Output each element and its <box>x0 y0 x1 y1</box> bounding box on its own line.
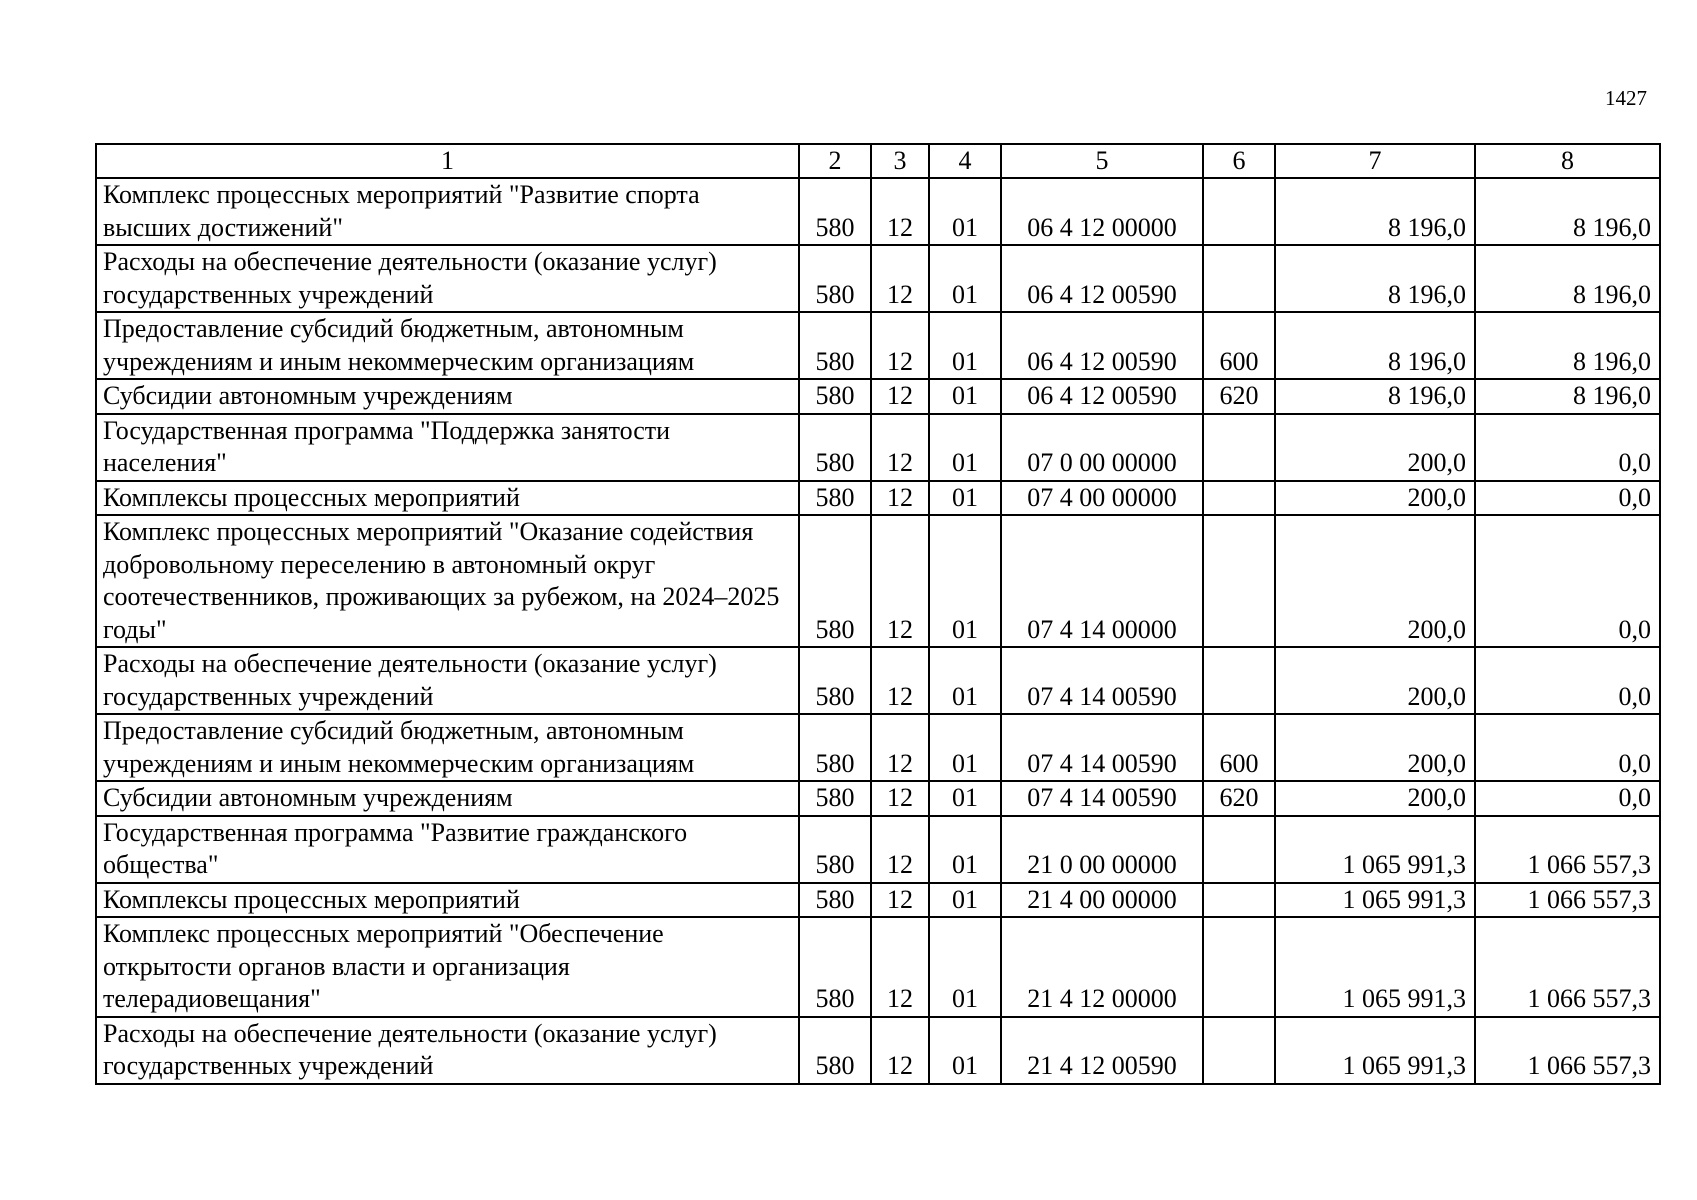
cell-amount-year-2: 0,0 <box>1475 647 1660 714</box>
cell-expense-type <box>1203 647 1275 714</box>
cell-section: 12 <box>871 245 929 312</box>
table-body <box>96 178 1660 1084</box>
cell-target-article: 06 4 12 00000 <box>1001 178 1203 245</box>
cell-name: Государственная программа "Поддержка занятости населения" <box>96 414 799 481</box>
cell-ministry-code: 580 <box>799 414 871 481</box>
table-row <box>96 481 1660 516</box>
cell-expense-type <box>1203 883 1275 918</box>
cell-name: Предоставление субсидий бюджетным, автономным учреждениям и иным некоммерческим организациям <box>96 714 799 781</box>
cell-section: 12 <box>871 816 929 883</box>
cell-expense-type <box>1203 414 1275 481</box>
cell-expense-type <box>1203 1017 1275 1084</box>
cell-section: 12 <box>871 481 929 516</box>
cell-target-article: 07 0 00 00000 <box>1001 414 1203 481</box>
cell-amount-year-1: 8 196,0 <box>1275 312 1475 379</box>
cell-amount-year-1: 1 065 991,3 <box>1275 1017 1475 1084</box>
table-row <box>96 647 1660 714</box>
cell-subsection: 01 <box>929 647 1001 714</box>
cell-amount-year-1: 8 196,0 <box>1275 245 1475 312</box>
cell-name: Субсидии автономным учреждениям <box>96 781 799 816</box>
cell-target-article: 21 4 00 00000 <box>1001 883 1203 918</box>
table-row <box>96 414 1660 481</box>
cell-target-article: 07 4 14 00590 <box>1001 647 1203 714</box>
column-header: 3 <box>871 144 929 178</box>
cell-subsection: 01 <box>929 379 1001 414</box>
cell-expense-type <box>1203 917 1275 1017</box>
column-header: 8 <box>1475 144 1660 178</box>
cell-name: Государственная программа "Развитие гражданского общества" <box>96 816 799 883</box>
cell-ministry-code: 580 <box>799 245 871 312</box>
cell-ministry-code: 580 <box>799 178 871 245</box>
cell-amount-year-1: 1 065 991,3 <box>1275 883 1475 918</box>
cell-target-article: 06 4 12 00590 <box>1001 379 1203 414</box>
header-row <box>96 144 1660 178</box>
cell-name: Расходы на обеспечение деятельности (оказание услуг) государственных учреждений <box>96 647 799 714</box>
cell-target-article: 21 4 12 00590 <box>1001 1017 1203 1084</box>
cell-amount-year-2: 0,0 <box>1475 714 1660 781</box>
column-header: 5 <box>1001 144 1203 178</box>
cell-amount-year-2: 1 066 557,3 <box>1475 917 1660 1017</box>
cell-subsection: 01 <box>929 245 1001 312</box>
cell-ministry-code: 580 <box>799 312 871 379</box>
cell-subsection: 01 <box>929 481 1001 516</box>
column-header: 4 <box>929 144 1001 178</box>
cell-amount-year-1: 200,0 <box>1275 481 1475 516</box>
cell-subsection: 01 <box>929 515 1001 647</box>
cell-section: 12 <box>871 647 929 714</box>
cell-subsection: 01 <box>929 414 1001 481</box>
table-row <box>96 714 1660 781</box>
cell-amount-year-2: 8 196,0 <box>1475 178 1660 245</box>
cell-section: 12 <box>871 781 929 816</box>
cell-subsection: 01 <box>929 312 1001 379</box>
budget-table <box>95 143 1661 1085</box>
cell-name: Расходы на обеспечение деятельности (оказание услуг) государственных учреждений <box>96 245 799 312</box>
cell-section: 12 <box>871 178 929 245</box>
cell-amount-year-1: 8 196,0 <box>1275 379 1475 414</box>
cell-subsection: 01 <box>929 178 1001 245</box>
cell-amount-year-2: 8 196,0 <box>1475 245 1660 312</box>
cell-amount-year-1: 1 065 991,3 <box>1275 917 1475 1017</box>
cell-amount-year-1: 200,0 <box>1275 414 1475 481</box>
cell-target-article: 07 4 00 00000 <box>1001 481 1203 516</box>
cell-subsection: 01 <box>929 917 1001 1017</box>
cell-section: 12 <box>871 883 929 918</box>
cell-name: Комплексы процессных мероприятий <box>96 883 799 918</box>
cell-ministry-code: 580 <box>799 1017 871 1084</box>
cell-expense-type <box>1203 481 1275 516</box>
cell-amount-year-2: 1 066 557,3 <box>1475 816 1660 883</box>
column-header: 6 <box>1203 144 1275 178</box>
table-row <box>96 379 1660 414</box>
table-row <box>96 917 1660 1017</box>
cell-name: Субсидии автономным учреждениям <box>96 379 799 414</box>
cell-amount-year-1: 1 065 991,3 <box>1275 816 1475 883</box>
cell-amount-year-1: 200,0 <box>1275 714 1475 781</box>
column-header: 1 <box>96 144 799 178</box>
cell-target-article: 06 4 12 00590 <box>1001 312 1203 379</box>
cell-section: 12 <box>871 917 929 1017</box>
table-row <box>96 816 1660 883</box>
cell-amount-year-2: 1 066 557,3 <box>1475 1017 1660 1084</box>
cell-amount-year-2: 0,0 <box>1475 781 1660 816</box>
cell-ministry-code: 580 <box>799 816 871 883</box>
cell-section: 12 <box>871 379 929 414</box>
cell-name: Комплекс процессных мероприятий "Оказание содействия добровольному переселению в автономный округ соотечественников, проживающих за рубежом, на 2024–2025 годы" <box>96 515 799 647</box>
cell-name: Комплекс процессных мероприятий "Обеспечение открытости органов власти и организация телерадиовещания" <box>96 917 799 1017</box>
cell-amount-year-2: 0,0 <box>1475 515 1660 647</box>
table-row <box>96 1017 1660 1084</box>
cell-subsection: 01 <box>929 1017 1001 1084</box>
cell-section: 12 <box>871 515 929 647</box>
cell-target-article: 21 0 00 00000 <box>1001 816 1203 883</box>
cell-name: Комплекс процессных мероприятий "Развитие спорта высших достижений" <box>96 178 799 245</box>
table-row <box>96 515 1660 647</box>
cell-ministry-code: 580 <box>799 883 871 918</box>
table-row <box>96 245 1660 312</box>
cell-ministry-code: 580 <box>799 917 871 1017</box>
cell-name: Расходы на обеспечение деятельности (оказание услуг) государственных учреждений <box>96 1017 799 1084</box>
cell-subsection: 01 <box>929 883 1001 918</box>
cell-amount-year-1: 200,0 <box>1275 647 1475 714</box>
cell-expense-type: 620 <box>1203 379 1275 414</box>
cell-amount-year-2: 1 066 557,3 <box>1475 883 1660 918</box>
cell-subsection: 01 <box>929 781 1001 816</box>
cell-expense-type <box>1203 515 1275 647</box>
table-row <box>96 883 1660 918</box>
cell-amount-year-2: 8 196,0 <box>1475 379 1660 414</box>
cell-subsection: 01 <box>929 816 1001 883</box>
cell-section: 12 <box>871 414 929 481</box>
cell-amount-year-1: 8 196,0 <box>1275 178 1475 245</box>
cell-expense-type <box>1203 816 1275 883</box>
cell-target-article: 07 4 14 00590 <box>1001 714 1203 781</box>
cell-section: 12 <box>871 312 929 379</box>
cell-ministry-code: 580 <box>799 481 871 516</box>
cell-section: 12 <box>871 714 929 781</box>
cell-name: Комплексы процессных мероприятий <box>96 481 799 516</box>
cell-expense-type: 600 <box>1203 312 1275 379</box>
page-number: 1427 <box>1605 86 1647 110</box>
table-row <box>96 781 1660 816</box>
cell-target-article: 07 4 14 00000 <box>1001 515 1203 647</box>
cell-ministry-code: 580 <box>799 714 871 781</box>
cell-expense-type: 620 <box>1203 781 1275 816</box>
column-header: 2 <box>799 144 871 178</box>
cell-amount-year-2: 0,0 <box>1475 414 1660 481</box>
table-row <box>96 312 1660 379</box>
cell-expense-type: 600 <box>1203 714 1275 781</box>
cell-subsection: 01 <box>929 714 1001 781</box>
cell-ministry-code: 580 <box>799 379 871 414</box>
cell-amount-year-2: 8 196,0 <box>1475 312 1660 379</box>
cell-ministry-code: 580 <box>799 647 871 714</box>
cell-target-article: 07 4 14 00590 <box>1001 781 1203 816</box>
table-row <box>96 178 1660 245</box>
cell-target-article: 06 4 12 00590 <box>1001 245 1203 312</box>
cell-section: 12 <box>871 1017 929 1084</box>
cell-ministry-code: 580 <box>799 515 871 647</box>
cell-ministry-code: 580 <box>799 781 871 816</box>
cell-expense-type <box>1203 178 1275 245</box>
cell-amount-year-1: 200,0 <box>1275 515 1475 647</box>
column-header: 7 <box>1275 144 1475 178</box>
cell-amount-year-2: 0,0 <box>1475 481 1660 516</box>
cell-target-article: 21 4 12 00000 <box>1001 917 1203 1017</box>
cell-amount-year-1: 200,0 <box>1275 781 1475 816</box>
cell-expense-type <box>1203 245 1275 312</box>
cell-name: Предоставление субсидий бюджетным, автономным учреждениям и иным некоммерческим организациям <box>96 312 799 379</box>
